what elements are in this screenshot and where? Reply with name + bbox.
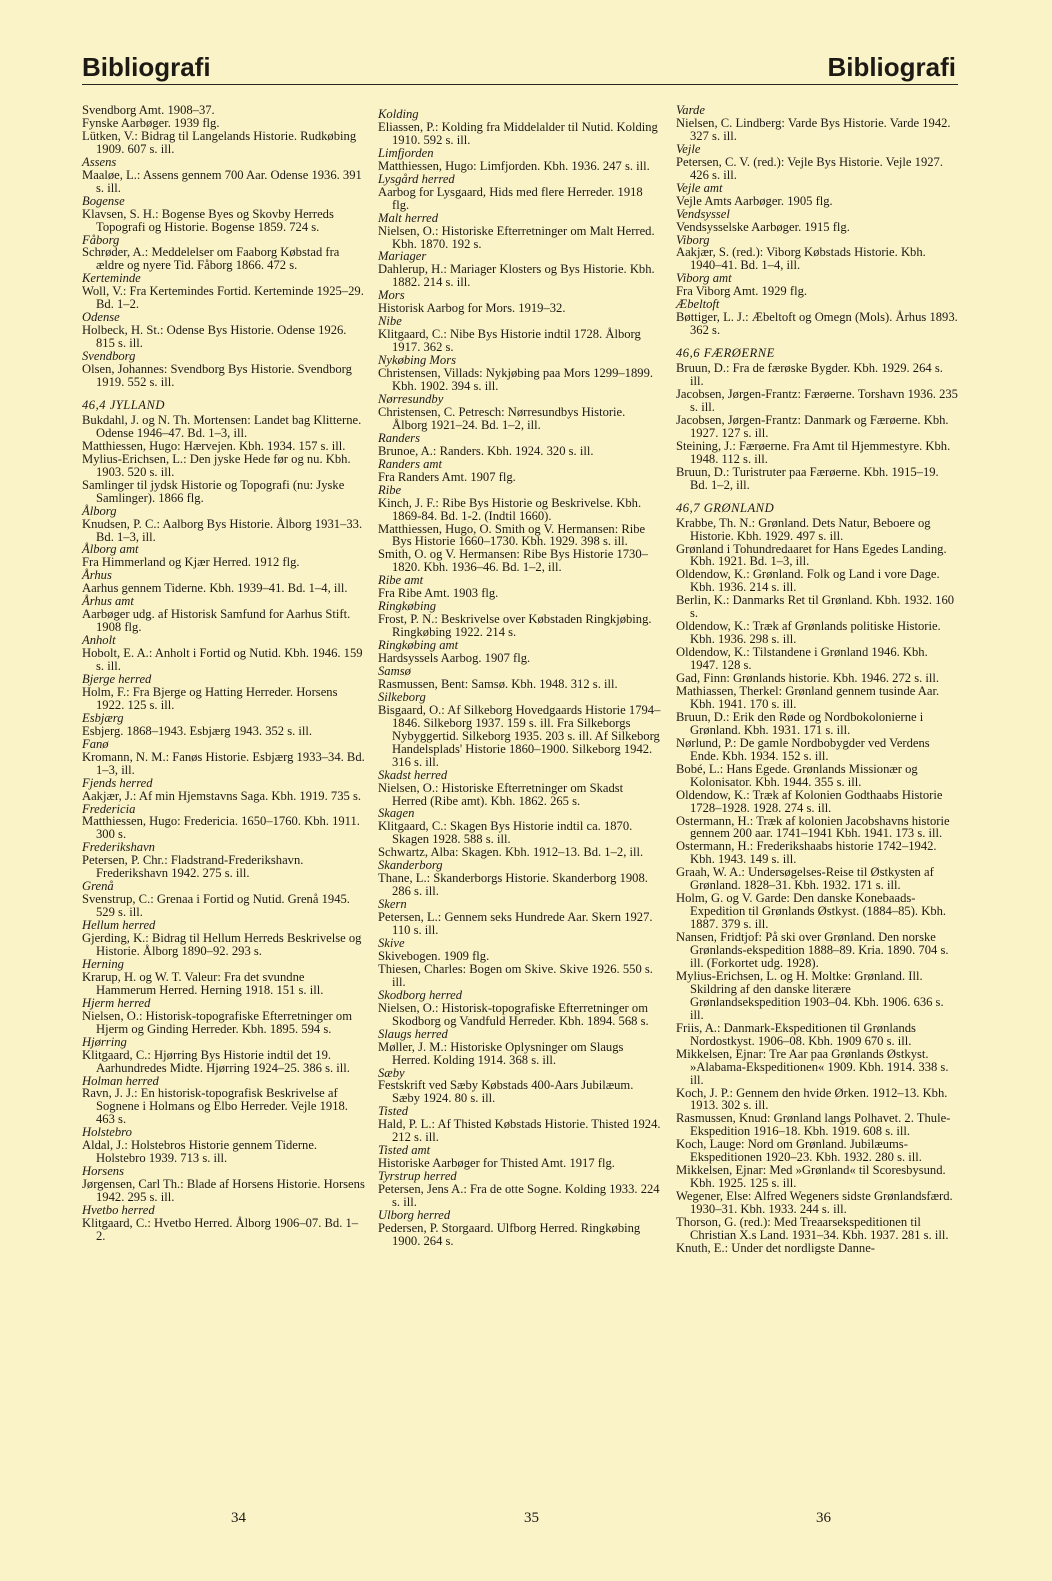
place-heading: Århus amt [82,594,134,609]
place-heading: Ringkøbing amt [378,638,459,653]
bibliography-entry: Festskrift ved Sæby Købstads 400-Aars Jubilæum. Sæby 1924. 80 s. ill. [378,1078,634,1106]
bibliography-entry: Bukdahl, J. og N. Th. Mortensen: Landet bag Klitterne. Odense 1946–47. Bd. 1–3, ill. [82,412,362,440]
bibliography-entry: Bobé, L.: Hans Egede. Grønlands Missionær og Kolonisator. Kbh. 1944. 355 s. ill. [676,761,918,789]
bibliography-entry: Bruun, D.: Turistruter paa Færøerne. Kbh. 1915–19. Bd. 1–2, ill. [676,464,939,492]
bibliography-entry: Olsen, Johannes: Svendborg Bys Historie. Svendborg 1919. 552 s. ill. [82,362,352,390]
bibliography-entry: Oldendow, K.: Tilstandene i Grønland 1946. Kbh. 1947. 128 s. [676,645,928,673]
bibliography-entry: Bøttiger, L. J.: Æbeltoft og Omegn (Mols). Århus 1893. 362 s. [676,310,958,338]
place-heading: Hellum herred [82,918,156,933]
place-heading: Ålborg amt [82,542,139,557]
bibliography-entry: Mikkelsen, Ejnar: Tre Aar paa Grønlands Østkyst. »Alabama-Ekspeditionen« 1909. Kbh. 1914. 338 s. ill. [676,1046,949,1087]
bibliography-entry: Krabbe, Th. N.: Grønland. Dets Natur, Beboere og Historie. Kbh. 1929. 497 s. ill. [676,515,931,543]
place-heading: Skanderborg [378,858,443,873]
bibliography-entry: Thane, L.: Skanderborgs Historie. Skanderborg 1908. 286 s. ill. [378,871,648,899]
bibliography-entry: Fra Himmerland og Kjær Herred. 1912 flg. [82,555,300,570]
bibliography-entry: Vendsysselske Aarbøger. 1915 flg. [676,219,850,234]
place-heading: Æbeltoft [676,297,720,312]
place-heading: Anholt [82,633,116,648]
bibliography-entry: Svendborg Amt. 1908–37. [82,103,215,117]
bibliography-entry: Bisgaard, O.: Af Silkeborg Hovedgaards Historie 1794–1846. Silkeborg 1937. 159 s. ill. Fra Silkeborgs Nybyggertid. Silkeborg 1935. 203 s. ill. Af Silkeborg Handelsplads' Historie 1860–1900. Silkeborg 1942. 316 s. ill. [378,702,661,769]
bibliography-entry: Pedersen, P. Storgaard. Ulfborg Herred. Ringkøbing 1900. 264 s. [378,1220,641,1248]
bibliography-entry: Petersen, Jens A.: Fra de otte Sogne. Kolding 1933. 224 s. ill. [378,1182,660,1210]
bibliography-entry: Jacobsen, Jørgen-Frantz: Danmark og Færøerne. Kbh. 1927. 127 s. ill. [676,412,949,440]
bibliography-entry: Hobolt, E. A.: Anholt i Fortid og Nutid. Kbh. 1946. 159 s. ill. [82,646,363,674]
bibliography-entry: Berlin, K.: Danmarks Ret til Grønland. Kbh. 1932. 160 s. [676,593,955,621]
bibliography-entry: Christensen, C. Petresch: Nørresundbys Historie. Ålborg 1921–24. Bd. 1–2, ill. [378,404,626,432]
bibliography-entry: Ravn, J. J.: En historisk-topografisk Beskrivelse af Sognene i Holmans og Elbo Herreder. Vejle 1918. 463 s. [82,1086,348,1127]
place-heading: Sæby [378,1065,405,1080]
bibliography-entry: Klitgaard, C.: Hvetbo Herred. Ålborg 1906–07. Bd. 1–2. [82,1216,359,1243]
place-heading: Horsens [82,1164,124,1179]
place-heading: Fjends herred [82,775,153,790]
bibliography-entry: Aarbog for Lysgaard, Hids med flere Herreder. 1918 flg. [378,184,643,212]
place-heading: Vejle amt [676,180,723,195]
place-heading: Lysgård herred [378,171,455,186]
bibliography-entry: Hald, P. L.: Af Thisted Købstads Historie. Thisted 1924. 212 s. ill. [378,1117,661,1145]
bibliography-entry: Nielsen, O.: Historiske Efterretninger om Skadst Herred (Ribe amt). Kbh. 1862. 265 s. [378,780,624,808]
bibliography-entry: Gad, Finn: Grønlands historie. Kbh. 1946. 272 s. ill. [676,671,940,686]
bibliography-entry: Koch, J. P.: Gennem den hvide Ørken. 1912–13. Kbh. 1913. 302 s. ill. [676,1085,948,1113]
place-heading: Bjerge herred [82,671,152,686]
bibliography-entry: Samlinger til jydsk Historie og Topografi (nu: Jyske Samlinger). 1866 flg. [82,477,345,505]
place-heading: Holman herred [82,1073,159,1088]
place-heading: Mors [378,288,405,303]
place-heading: Fredericia [82,801,136,816]
bibliography-entry: Klitgaard, C.: Nibe Bys Historie indtil 1728. Ålborg 1917. 362 s. [378,327,641,355]
place-heading: Skadst herred [378,767,448,782]
bibliography-entry: Mikkelsen, Ejnar: Med »Grønland« til Scoresbysund. Kbh. 1925. 125 s. ill. [676,1163,946,1191]
place-heading: Esbjærg [82,710,124,725]
bibliography-entry: Rasmussen, Bent: Samsø. Kbh. 1948. 312 s. ill. [378,676,618,691]
bibliography-entry: Fra Viborg Amt. 1929 flg. [676,284,808,299]
bibliography-entry: Jørgensen, Carl Th.: Blade af Horsens Historie. Horsens 1942. 295 s. ill. [82,1177,365,1205]
bibliography-entry: Aarbøger udg. af Historisk Samfund for Aarhus Stift. 1908 flg. [82,607,351,635]
bibliography-entry: Klitgaard, C.: Skagen Bys Historie indtil ca. 1870. Skagen 1928. 588 s. ill. [378,819,633,847]
bibliography-entry: Vejle Amts Aarbøger. 1905 flg. [676,193,833,208]
bibliography-entry: Frost, P. N.: Beskrivelse over Købstaden Ringkjøbing. Ringkøbing 1922. 214 s. [378,612,652,640]
bibliography-entry: Christensen, Villads: Nykjøbing paa Mors 1299–1899. Kbh. 1902. 394 s. ill. [378,366,654,394]
place-heading: Hjerm herred [82,995,151,1010]
bibliography-entry: Oldendow, K.: Træk af Grønlands politiske Historie. Kbh. 1936. 298 s. ill. [676,619,941,647]
bibliography-entry: Holm, G. og V. Garde: Den danske Konebaads-Expedition til Grønlands Østkyst. (1884–85). Kbh. 1887. 379 s. ill. [676,891,947,932]
bibliography-entry: Mylius-Erichsen, L. og H. Moltke: Grønland. Ill. Skildring af den danske literære Grønlandsekspedition 1903–04. Kbh. 1906. 636 s. ill. [676,968,944,1022]
bibliography-entry: Klavsen, S. H.: Bogense Byes og Skovby Herreds Topografi og Historie. Bogense 1859. 724 s. [82,206,334,234]
bibliography-entry: Eliassen, P.: Kolding fra Middelalder til Nutid. Kolding 1910. 592 s. ill. [378,119,658,147]
page-number-35: 35 [524,1510,539,1526]
place-heading: Bogense [82,193,125,208]
bibliography-entry: Lütken, V.: Bidrag til Langelands Historie. Rudkøbing 1909. 607 s. ill. [82,128,357,156]
bibliography-entry: Petersen, P. Chr.: Fladstrand-Frederikshavn. Frederikshavn 1942. 275 s. ill. [82,853,304,881]
bibliography-entry: Matthiessen, Hugo, O. Smith og V. Hermansen: Ribe Bys Historie 1660–1730. Kbh. 1929. 398 s. ill. [378,521,646,549]
bibliography-entry: Møller, J. M.: Historiske Oplysninger om Slaugs Herred. Kolding 1914. 368 s. ill. [378,1039,624,1067]
bibliography-entry: Thiesen, Charles: Bogen om Skive. Skive 1926. 550 s. ill. [378,961,653,989]
bibliography-entry: Smith, O. og V. Hermansen: Ribe Bys Historie 1730–1820. Kbh. 1936–46. Bd. 1–2, ill. [378,547,648,575]
bibliography-entry: Knudsen, P. C.: Aalborg Bys Historie. Ålborg 1931–33. Bd. 1–3, ill. [82,516,363,544]
bibliography-entry: Klitgaard, C.: Hjørring Bys Historie indtil det 19. Aarhundredes Midte. Hjørring 1924–25. 386 s. ill. [82,1047,350,1075]
bibliography-entry: Nielsen, O.: Historiske Efterretninger om Malt Herred. Kbh. 1870. 192 s. [378,223,655,251]
bibliography-entry: Matthiessen, Hugo: Limfjorden. Kbh. 1936. 247 s. ill. [378,158,650,173]
place-heading: Herning [82,956,124,971]
bibliography-entry: Historisk Aarbog for Mors. 1919–32. [378,301,566,316]
place-heading: Frederikshavn [82,840,155,855]
bibliography-entry: Aarhus gennem Tiderne. Kbh. 1939–41. Bd. 1–4, ill. [82,581,348,596]
bibliography-entry: Bruun, D.: Erik den Røde og Nordbokolonierne i Grønland. Kbh. 1931. 171 s. ill. [676,709,924,737]
place-heading: Ribe [378,482,402,497]
bibliography-entry: Wegener, Else: Alfred Wegeners sidste Grønlandsfærd. 1930–31. Kbh. 1933. 244 s. ill. [676,1189,953,1217]
running-head-right: Bibliografi [827,52,956,82]
place-heading: Vendsyssel [676,206,730,221]
bibliography-entry: Holbeck, H. St.: Odense Bys Historie. Odense 1926. 815 s. ill. [82,323,347,351]
place-heading: Tyrstrup herred [378,1169,457,1184]
place-heading: Ulborg herred [378,1208,451,1223]
bibliography-entry: Thorson, G. (red.): Med Treaarsekspeditionen til Christian X.s Land. 1931–34. Kbh. 1937. 281 s. ill. [676,1215,949,1243]
bibliography-entry: Krarup, H. og W. T. Valeur: Fra det svundne Hammerum Herred. Herning 1918. 151 s. ill. [82,969,324,997]
bibliography-entry: Oldendow, K.: Grønland. Folk og Land i vore Dage. Kbh. 1936. 214 s. ill. [676,567,940,595]
place-heading: Tisted amt [378,1143,431,1158]
bibliography-entry: Maaløe, L.: Assens gennem 700 Aar. Odense 1936. 391 s. ill. [82,167,362,195]
column-page-34 [82,104,365,1243]
place-heading: Varde [676,103,705,117]
bibliography-entry: Nielsen, O.: Historisk-topografiske Efterretninger om Skodborg og Vandfuld Herreder. Kbh. 1894. 568 s. [378,1000,649,1028]
bibliography-entry: Matthiessen, Hugo: Fredericia. 1650–1760. Kbh. 1911. 300 s. [82,814,360,842]
bibliography-entry: Nansen, Fridtjof: På ski over Grønland. Den norske Grønlands-ekspedition 1888–89. Kria. 1890. 704 s. ill. (Forkortet udg. 1928). [676,930,949,970]
place-heading: Svendborg [82,349,136,364]
bibliography-entry: Steining, J.: Færøerne. Fra Amt til Hjemmestyre. Kbh. 1948. 112 s. ill. [676,438,951,466]
place-heading: Nørresundby [378,391,444,406]
place-heading: Randers amt [378,456,443,471]
section-heading: 46,6 FÆRØERNE [676,346,775,361]
place-heading: Malt herred [378,210,439,225]
bibliography-entry: Nielsen, O.: Historisk-topografiske Efterretninger om Hjerm og Ginding Herreder. Kbh. 1895. 594 s. [82,1008,352,1036]
place-heading: Ringkøbing [378,599,437,614]
bibliography-entry: Historiske Aarbøger for Thisted Amt. 1917 flg. [378,1156,615,1171]
place-heading: Viborg amt [676,271,732,286]
place-heading: Kolding [378,107,419,121]
place-heading: Fanø [82,736,109,751]
bibliography-entry: Brunoe, A.: Randers. Kbh. 1924. 320 s. ill. [378,443,594,458]
bibliography-entry: Bruun, D.: Fra de færøske Bygder. Kbh. 1929. 264 s. ill. [676,361,943,389]
bibliography-entry: Petersen, C. V. (red.): Vejle Bys Historie. Vejle 1927. 426 s. ill. [676,154,944,182]
bibliography-entry: Fra Ribe Amt. 1903 flg. [378,586,499,601]
bibliography-entry: Schrøder, A.: Meddelelser om Faaborg Købstad fra ældre og nyere Tid. Fåborg 1866. 472 s. [82,245,340,273]
bibliography-entry: Fynske Aarbøger. 1939 flg. [82,115,220,130]
page-number-36: 36 [816,1510,831,1526]
bibliography-entry: Matthiessen, Hugo: Hærvejen. Kbh. 1934. 157 s. ill. [82,438,346,453]
column-page-35 [378,108,661,1248]
bibliography-entry: Petersen, L.: Gennem seks Hundrede Aar. Skern 1927. 110 s. ill. [378,910,653,938]
header-rule [82,84,958,85]
bibliography-entry: Aldal, J.: Holstebros Historie gennem Tiderne. Holstebro 1939. 713 s. ill. [82,1138,318,1166]
bibliography-entry: Svenstrup, C.: Grenaa i Fortid og Nutid. Grenå 1945. 529 s. ill. [82,892,350,920]
place-heading: Silkeborg [378,689,426,704]
place-heading: Skern [378,897,407,912]
column-page-36 [676,104,959,1255]
bibliography-entry: Nielsen, C. Lindberg: Varde Bys Historie. Varde 1942. 327 s. ill. [676,115,951,143]
bibliography-entry: Aakjær, J.: Af min Hjemstavns Saga. Kbh. 1919. 735 s. [82,788,361,803]
bibliography-entry: Kromann, N. M.: Fanøs Historie. Esbjærg 1933–34. Bd. 1–3, ill. [82,749,365,777]
page-number-34: 34 [231,1510,246,1526]
bibliography-entry: Skivebogen. 1909 flg. [378,948,490,963]
place-heading: Assens [82,154,117,169]
bibliography-entry: Friis, A.: Danmark-Ekspeditionen til Grønlands Nordostkyst. 1906–08. Kbh. 1909 670 s. ill. [676,1020,916,1048]
bibliography-entry: Koch, Lauge: Nord om Grønland. Jubilæums-Ekspeditionen 1920–23. Kbh. 1932. 280 s. ill. [676,1137,922,1165]
place-heading: Skive [378,936,405,950]
bibliography-entry: Graah, W. A.: Undersøgelses-Reise til Østkysten af Grønland. 1828–31. Kbh. 1932. 171 s. ill. [676,865,934,893]
running-head-left: Bibliografi [82,52,211,82]
bibliography-entry: Schwartz, Alba: Skagen. Kbh. 1912–13. Bd. 1–2, ill. [378,845,644,860]
place-heading: Skodborg herred [378,987,463,1002]
place-heading: Viborg [676,232,710,247]
place-heading: Kerteminde [82,271,141,286]
bibliography-entry: Mathiassen, Therkel: Grønland gennem tusinde Aar. Kbh. 1941. 170 s. ill. [676,683,940,711]
bibliography-entry: Oldendow, K.: Træk af Kolonien Godthaabs Historie 1728–1928. 1928. 274 s. ill. [676,787,943,815]
bibliography-entry: Woll, V.: Fra Kertemindes Fortid. Kerteminde 1925–29. Bd. 1–2. [82,284,364,312]
bibliography-entry: Holm, F.: Fra Bjerge og Hatting Herreder. Horsens 1922. 125 s. ill. [82,684,338,712]
place-heading: Fåborg [82,232,120,247]
place-heading: Limfjorden [378,145,434,160]
place-heading: Mariager [378,249,427,264]
place-heading: Grenå [82,879,114,894]
bibliography-entry: Kinch, J. F.: Ribe Bys Historie og Beskrivelse. Kbh. 1869-84. Bd. 1-2. (Indtil 1660). [378,495,642,523]
bibliography-entry: Mylius-Erichsen, L.: Den jyske Hede før og nu. Kbh. 1903. 520 s. ill. [82,451,351,479]
place-heading: Nykøbing Mors [378,353,457,368]
place-heading: Hvetbo herred [82,1203,155,1218]
bibliography-entry: Rasmussen, Knud: Grønland langs Polhavet. 2. Thule-Ekspedition 1916–18. Kbh. 1919. 608 s. ill. [676,1111,951,1139]
bibliography-entry: Fra Randers Amt. 1907 flg. [378,469,516,484]
place-heading: Samsø [378,663,411,678]
place-heading: Slaugs herred [378,1026,448,1041]
bibliography-entry: Aakjær, S. (red.): Viborg Købstads Historie. Kbh. 1940–41. Bd. 1–4, ill. [676,245,926,273]
bibliography-entry: Dahlerup, H.: Mariager Klosters og Bys Historie. Kbh. 1882. 214 s. ill. [378,262,655,290]
bibliography-entry: Hardsyssels Aarbog. 1907 flg. [378,651,531,666]
section-heading: 46,7 GRØNLAND [676,500,775,515]
place-heading: Vejle [676,141,701,156]
bibliography-entry: Gjerding, K.: Bidrag til Hellum Herreds Beskrivelse og Historie. Ålborg 1890–92. 293 s. [82,931,362,958]
place-heading: Århus [82,568,112,583]
place-heading: Nibe [378,314,402,329]
section-heading: 46,4 JYLLAND [82,397,165,412]
bibliography-entry: Knuth, E.: Under det nordligste Danne- [676,1240,876,1255]
place-heading: Odense [82,310,120,325]
place-heading: Ribe amt [378,573,424,588]
place-heading: Randers [378,430,420,445]
place-heading: Tisted [378,1104,409,1119]
bibliography-entry: Nørlund, P.: De gamle Nordbobygder ved Verdens Ende. Kbh. 1934. 152 s. ill. [676,735,930,763]
place-heading: Hjørring [82,1034,127,1049]
bibliography-entry: Grønland i Tohundredaaret for Hans Egedes Landing. Kbh. 1921. Bd. 1–3, ill. [676,541,947,569]
bibliography-entry: Esbjerg. 1868–1943. Esbjærg 1943. 352 s. ill. [82,723,313,738]
place-heading: Skagen [378,806,415,821]
place-heading: Ålborg [82,503,117,518]
place-heading: Holstebro [82,1125,132,1140]
bibliography-entry: Ostermann, H.: Frederikshaabs historie 1742–1942. Kbh. 1943. 149 s. ill. [676,839,937,867]
bibliography-entry: Jacobsen, Jørgen-Frantz: Færøerne. Torshavn 1936. 235 s. ill. [676,387,958,414]
bibliography-entry: Ostermann, H.: Træk af kolonien Jacobshavns historie gennem 200 aar. 1741–1941 Kbh. 1941. 173 s. ill. [676,813,950,841]
